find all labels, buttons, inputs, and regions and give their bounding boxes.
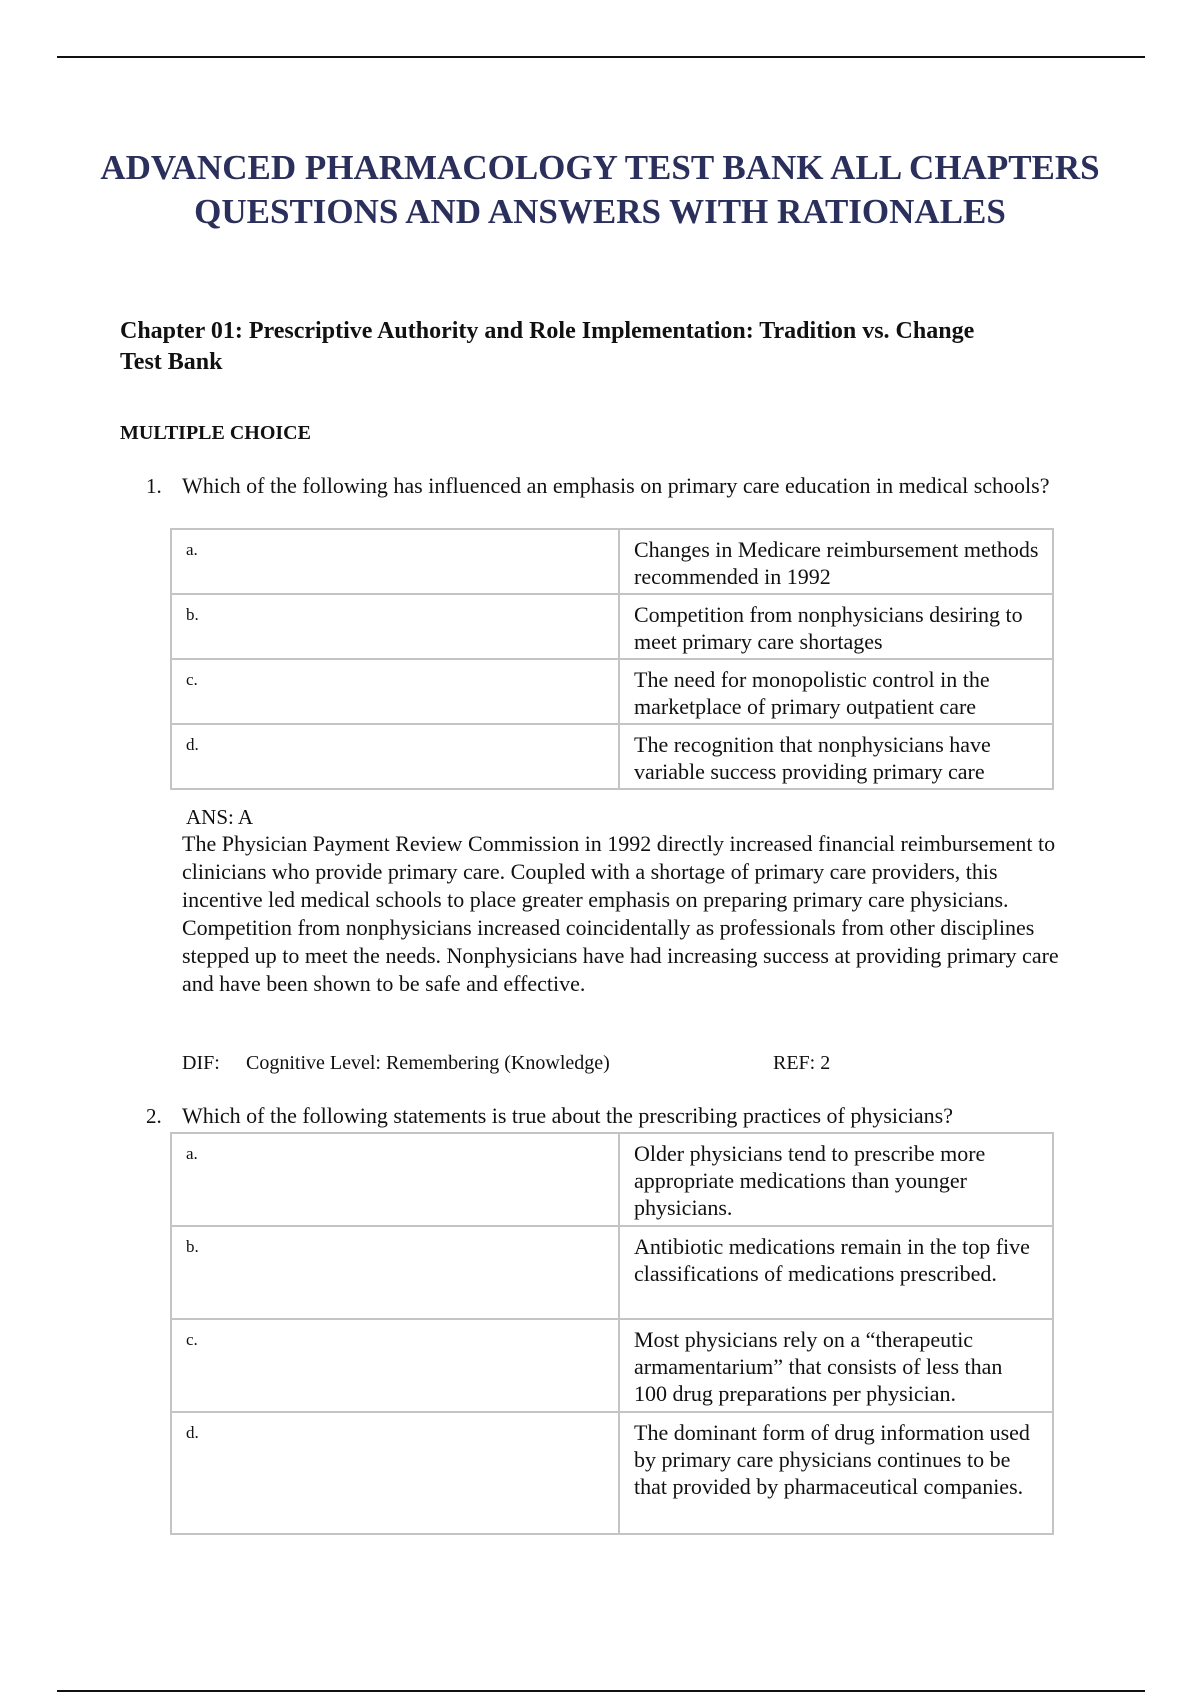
rationale-text: The Physician Payment Review Commission in 1992 directly increased financial reimbursement to clinicians who provide primary care. Coupled with a shortage of primary care providers, this incentive led medical schools to place greater emphasis on preparing primary care physicians. Competition from nonphysicians increased coincidentally as professionals from other disciplines stepped up to meet the needs. Nonphysicians have had increasing success at providing primary care and have been shown to be safe and effective. [182,831,1059,996]
document-title: ADVANCED PHARMACOLOGY TEST BANK ALL CHAPTERS QUESTIONS AND ANSWERS WITH RATIONALES [100,148,1100,231]
option-text: The dominant form of drug information used by primary care physicians continues to be that provided by pharmaceutical companies. [619,1412,1053,1534]
option-text: Most physicians rely on a “therapeutic armamentarium” that consists of less than 100 drug preparations per physician. [619,1319,1053,1412]
option-text: Antibiotic medications remain in the top five classifications of medications prescribed. [619,1226,1053,1319]
top-rule [57,56,1145,58]
answer-key: ANS: A [186,805,254,829]
option-row [171,1412,1053,1534]
option-row [171,1226,1053,1319]
option-row [171,529,1053,594]
option-row [171,1133,1053,1226]
option-letter: b. [171,594,619,659]
option-row [171,594,1053,659]
answer-options-table [170,528,1054,790]
option-letter: c. [171,1319,619,1412]
bottom-rule [57,1690,1145,1692]
option-text: Older physicians tend to prescribe more appropriate medications than younger physicians. [619,1133,1053,1226]
answer-options-table [170,1132,1054,1535]
option-row [171,1319,1053,1412]
option-row [171,659,1053,724]
difficulty-value: Cognitive Level: Remembering (Knowledge) [246,1052,610,1074]
difficulty-label: DIF: [182,1052,220,1074]
chapter-heading: Chapter 01: Prescriptive Authority and Role Implementation: Tradition vs. Change Test Bank [120,318,975,375]
option-text: The recognition that nonphysicians have variable success providing primary care [619,724,1053,789]
option-letter: a. [171,529,619,594]
option-text: Changes in Medicare reimbursement methods recommended in 1992 [619,529,1053,594]
question-text: Which of the following has influenced an emphasis on primary care education in medical schools? [182,473,1050,498]
section-heading: MULTIPLE CHOICE [120,422,311,444]
option-letter: b. [171,1226,619,1319]
option-letter: d. [171,724,619,789]
option-text: The need for monopolistic control in the marketplace of primary outpatient care [619,659,1053,724]
question-text: Which of the following statements is true about the prescribing practices of physicians? [182,1103,953,1128]
reference: REF: 2 [773,1052,831,1074]
question-number: 2. [146,1104,162,1128]
option-text: Competition from nonphysicians desiring to meet primary care shortages [619,594,1053,659]
option-letter: a. [171,1133,619,1226]
option-row [171,724,1053,789]
option-letter: d. [171,1412,619,1534]
question-number: 1. [146,474,162,498]
option-letter: c. [171,659,619,724]
